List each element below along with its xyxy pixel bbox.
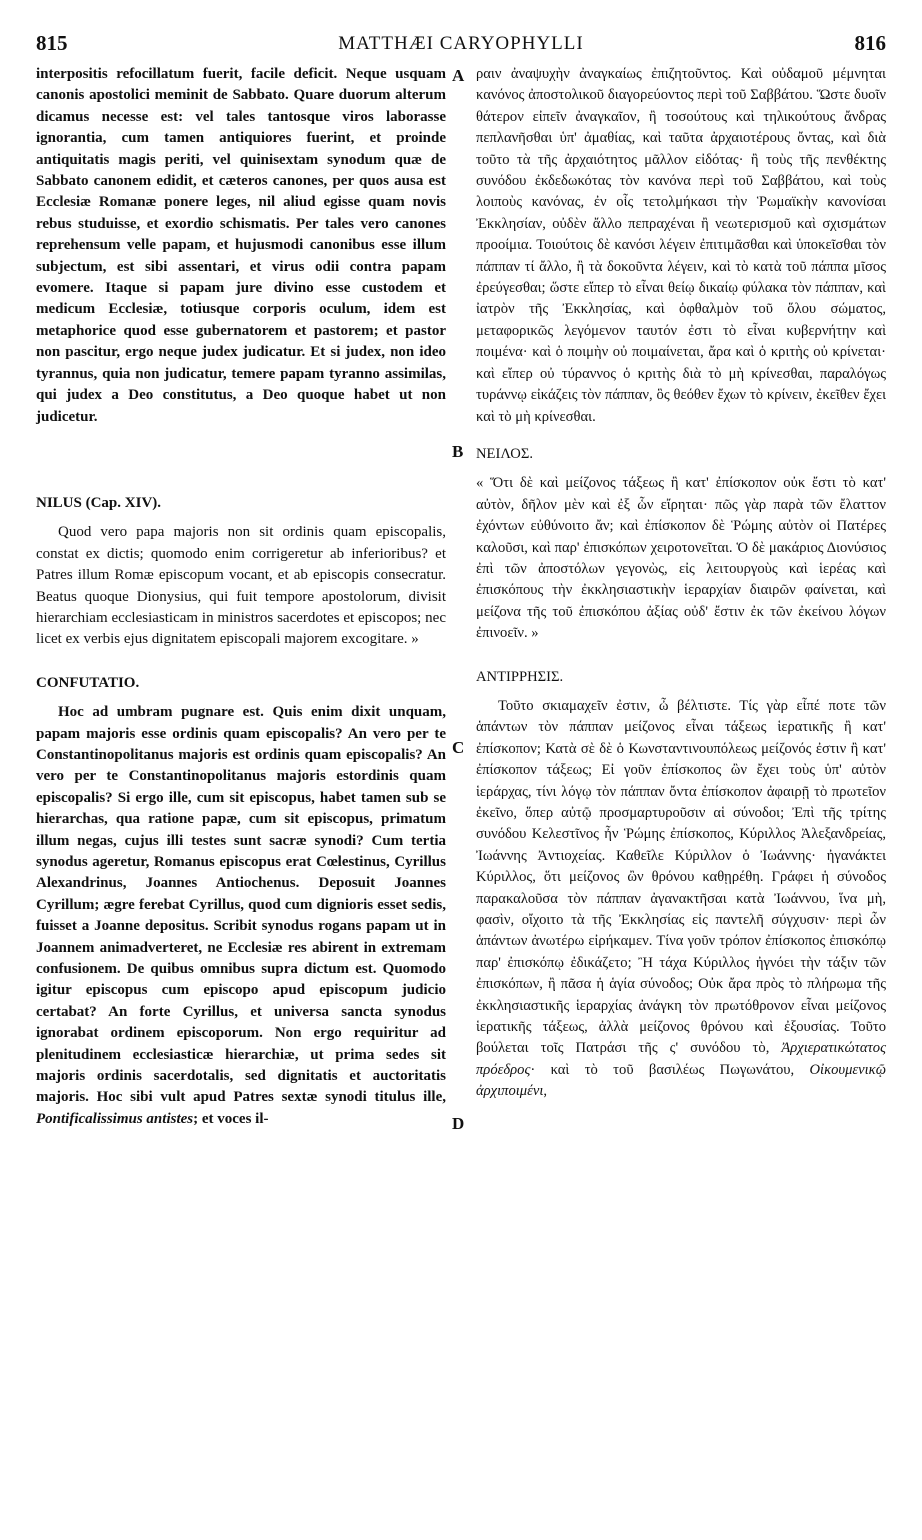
greek-heading-nilus: ΝΕΙΛΟΣ. bbox=[476, 445, 533, 462]
margin-letter-d: D bbox=[452, 1114, 465, 1133]
latin-paragraph-2: Quod vero papa majoris non sit ordinis quam episcopalis, constat ex dictis; quomodo enim corrigeretur ab inferioribus? et Patres illum Romæ episcopum vocant, et ab episcopis consecratur. Beatus quoque Dionysius, qui fuit tempore apostolorum, divisit hierarchiam ecclesiasticam in ministros sacerdotes et episcopos; nec licet ex verbis ejus dignitatem episcopali majorem excogitare. » bbox=[36, 524, 446, 648]
margin-letter-b: B bbox=[452, 442, 464, 461]
page-number-right: 816 bbox=[854, 31, 886, 55]
running-title: MATTHÆI CARYOPHYLLI bbox=[338, 33, 584, 54]
latin-column bbox=[36, 64, 446, 1130]
latin-heading-nilus: NILUS (Cap. XIV). bbox=[36, 494, 162, 511]
margin-letter-c: C bbox=[452, 738, 465, 757]
greek-emphasis-1: Ἀρχιερατικώτατος πρόεδρος bbox=[476, 1040, 886, 1078]
latin-paragraph-1: interpositis refocillatum fuerit, facile deficit. Neque usquam canonis apostolici meminit de Sabbato. Quare duorum alterum dicamus necesse est: vel tales tantosque viros laborasse ignorantia, cum tamen antiquiores fuerint, et proinde antiquitatis magis periti, vel quinisextam synodum quæ de Sabbato canonem edidit, et cæteros canones, per quos ausa est Ecclesiæ Romanæ ponere leges, nil aliud egisse quam novis rebus studuisse, et exordio schismatis. Per tales vero canones reprehensum velle papam, et hujusmodi canonibus esse illum subjectum, est sibi assentari, et virus odii contra papam evomere. Itaque si papam jure divino esse custodem et medicum Ecclesiæ, totiusque corporis oculum, idem est metaphorice quod esse gubernatorem et pastorem; et pastor non pascitur, ergo neque judex judicatur. Et si judex, non ideo tyrannus, quia non judicatur, temere papam tyranno assimilas, qui judex a Deo constitutus, a Deo quoque habet ut non judicetur. bbox=[36, 66, 446, 425]
greek-emphasis-2: Οἰκουμενικῷ ἀρχιποιμένι bbox=[476, 1061, 886, 1100]
greek-paragraph-2: « Ὅτι δὲ καὶ μείζονος τάξεως ἢ κατ' ἐπίσκοπον οὐκ ἔστι τὸ κατ' αὐτὸν, δῆλον μὲν καὶ ἐξ ὧν εἴρηται· πῶς γὰρ παρὰ τῶν ἔλαττον ἐχόντων εὐθύνοιτο ἄν; καὶ ἐπίσκοπον δὲ Ῥώμης αὐτὸν οἱ Πατέρες καλοῦσι, καὶ παρ' ἐπισκόπων χειροτονεῖται. Ὁ δὲ μακάριος Διονύσιος ἐπὶ τῶν ἀποστόλων γεγονὼς, εἰς λειτουργοὺς καὶ ἱερέας καὶ ἐπισκόπους τὴν ἐκκλησιαστικὴν ἱεραρχίαν διαιρῶν φαίνεται, καὶ μείζονα τῆς τοῦ ἐπισκόπου ἀξίας οὐδ' ἔστιν ἐκ τῶν ἐκείνου λόγων ἐπινοεῖν. » bbox=[476, 475, 886, 642]
greek-heading-antirrhesis: ΑΝΤΙΡΡΗΣΙΣ. bbox=[476, 668, 564, 685]
running-header bbox=[36, 31, 886, 57]
latin-emphasis: Pontificalissimus antistes bbox=[36, 1110, 194, 1127]
page-number-left: 815 bbox=[36, 31, 68, 55]
latin-heading-confutatio: CONFUTATIO. bbox=[36, 674, 140, 691]
margin-letter-a: A bbox=[452, 66, 465, 85]
greek-paragraph-3: Τοῦτο σκιαμαχεῖν ἐστιν, ὦ βέλτιστε. Τίς γὰρ εἶπέ ποτε τῶν ἁπάντων τὸν πάππαν μείζονος εἶναι τάξεως ἱερατικῆς ἢ κατ' ἐπίσκοπον; Κατὰ σὲ δὲ ὁ Κωνσταντινουπόλεως μείζονός ἐστιν ἢ κατ' ἐπίσκοπον τάξεως; Εἰ γοῦν ἐπίσκοπος ὢν ἔχει τοὺς ὑπ' αὐτὸν ἱεράρχας, τίνι λόγῳ τὸν πάππαν ὄντα ἐπίσκοπον ἀφαιρῇ τὸ πρωτεῖον ἐκεῖνο, ὅπερ αὐτῷ προσμαρτυροῦσιν αἱ σύνοδοι; Ἐπὶ τῆς τρίτης συνόδου Κελεστῖνος ἦν Ῥώμης ἐπίσκοπος, Κύριλλος Ἀλεξανδρείας, Ἰωάννης Ἀντιοχείας. Καθεῖλε Κύριλλον ὁ Ἰωάννης· ἠγανάκτει Κύριλλος, ὅτι μείζονος ὢν θρόνου καθῃρέθη. Γράφει ἡ σύνοδος παρακαλοῦσα τὸν πάππαν ἀγανακτῆσαι κατὰ Ἰωάννου, ἵνα μὴ, φασὶν, οἴχοιτο τὰ τῆς Ἐκκλησίας εἰς παντελῆ σύγχυσιν· περὶ ὧν ἁπάντων ἀνωτέρω εἰρήκαμεν. Τίνα γοῦν τρόπον ἐπίσκοπος ἐπισκόπῳ παρ' ἐπισκόπῳ ἐδικάζετο; Ἢ τάχα Κύριλλος ἠγνόει τὴν τάξιν τῶν ἐπισκόπων, ἢ πᾶσα ἡ ἁγία σύνοδος; Οὐκ ἄρα πρὸς τὸ πλήρωμα τῆς ἐκκλησιαστικῆς ἱεραρχίας ἀνάγκη τὸν πρωτόθρονον εἶναι μείζονος ἱερατικῆς τάξεως, ἀλλὰ μείζονος θρόνου καὶ ἐξουσίας. Τοῦτο βούλεται τοῖς Πατράσι τῆς ς' συνόδου τὸ, Ἀρχιερατικώτατος πρόεδρος· καὶ τὸ τοῦ βασιλέως Πωγωνάτου, Οἰκουμενικῷ ἀρχιποιμένι, bbox=[476, 697, 886, 1100]
latin-paragraph-3: Hoc ad umbram pugnare est. Quis enim dixit unquam, papam majoris esse ordinis quam episcopalis? An vero per te Constantinopolitanus majoris est ordinis quam episcopalis? An vero per te Constantinopolitanus majoris estordinis quam episcopalis? Si ergo ille, cum sit episcopus, habet tamen sub se hierarchas, qua ratione papæ, cum sit episcopus, primatum illum negas, cujus illi testes sunt sacræ synodi? Cum tertia synodus ageretur, Romanus episcopus erat Cœlestinus, Cyrillus Alexandrinus, Joannes Antiochenus. Deposuit Joannes Cyrillum; ægre ferebat Cyrillus, quod cum dignioris esset sedis, fuisset a Joanne depositus. Scribit synodus rogans papam ut in Joannem animadverteret, ne Ecclesiæ res abirent in extremam confusionem. De quibus omnibus supra dictum est. Quomodo igitur episcopus cum episcopo apud episcopum judicio certabat? An forte Cyrillus, et universa sancta synodus ignorabat ordinem episcoporum. Non ergo requiritur ad plenitudinem ecclesiasticæ hierarchiæ, ut prima sedes sit majoris ordinis sacerdotalis, sed dignitatis et auctoritatis majoris. Hoc sibi vult apud Patres sextæ synodi titulus ille, Pontificalissimus antistes; et voces il- bbox=[36, 704, 446, 1127]
greek-column bbox=[476, 64, 886, 1103]
greek-paragraph-1: ραιν ἀναψυχὴν ἀναγκαίως ἐπιζητοῦντος. Καὶ οὐδαμοῦ μέμνηται κανόνος ἀποστολικοῦ διαγορεύοντος περὶ τοῦ Σαββάτου. Ὥστε δυοῖν θάτερον εἰπεῖν ἀναγκαῖον, ἢ τοσούτους καὶ τηλικούτους ἄνδρας πεπλανῆσθαι ὑπ' ἀμαθίας, καὶ ταῦτα ἀρχαιοτέρους ὄντας, καὶ διὰ τοῦτο τὰ τῆς ἀρχαιότητος μᾶλλον εἰδότας· ἢ τοὺς τῆς πενθέκτης συνόδου ἐκδεδωκότας τὸν κανόνα περὶ τοῦ Σαββάτου, καὶ τοὺς λοιποὺς κανόνας, ἐν οἷς τετολμήκασι τὴν Ῥωμαϊκὴν κανονίσαι Ἐκκλησίαν, οὐδὲν ἄλλο πεπραχέναι ἢ νεωτερισμοῦ καὶ σχισμάτων προοίμια. Τοιούτοις δὲ κανόσι λέγειν ἐπιτιμᾶσθαι καὶ ὑποκεῖσθαι τὸν πάππαν τί ἄλλο, ἢ τὰ δοκοῦντα λέγειν, καὶ τὸ κατὰ τοῦ πάππα μῖσος ἐρεύγεσθαι; ὥστε εἴπερ τὸ εἶναι θείῳ δικαίῳ φύλακα τὸν πάππαν, καὶ ἰατρὸν τῆς Ἐκκλησίας, καὶ ὀφθαλμὸν τοῦ ὅλου σώματος, μεταφορικῶς λεγόμενον ταυτόν ἐστι τὸ εἶναι κυβερνήτην καὶ ποιμένα· καὶ ὁ ποιμὴν οὐ ποιμαίνεται, ἄρα καὶ ὁ κριτὴς οὐ κρίνεται· καὶ εἴπερ οὐ τύραννος ὁ κριτὴς διὰ τὸ μὴ κρίνεσθαι, παραλόγως τυράννῳ εἰκάζεις τὸν πάππαν, ὃς θεόθεν ἔχων τὸ κρίνειν, ἐκεῖθεν ἔχει καὶ τὸ μὴ κρίνεσθαι. bbox=[476, 66, 886, 425]
